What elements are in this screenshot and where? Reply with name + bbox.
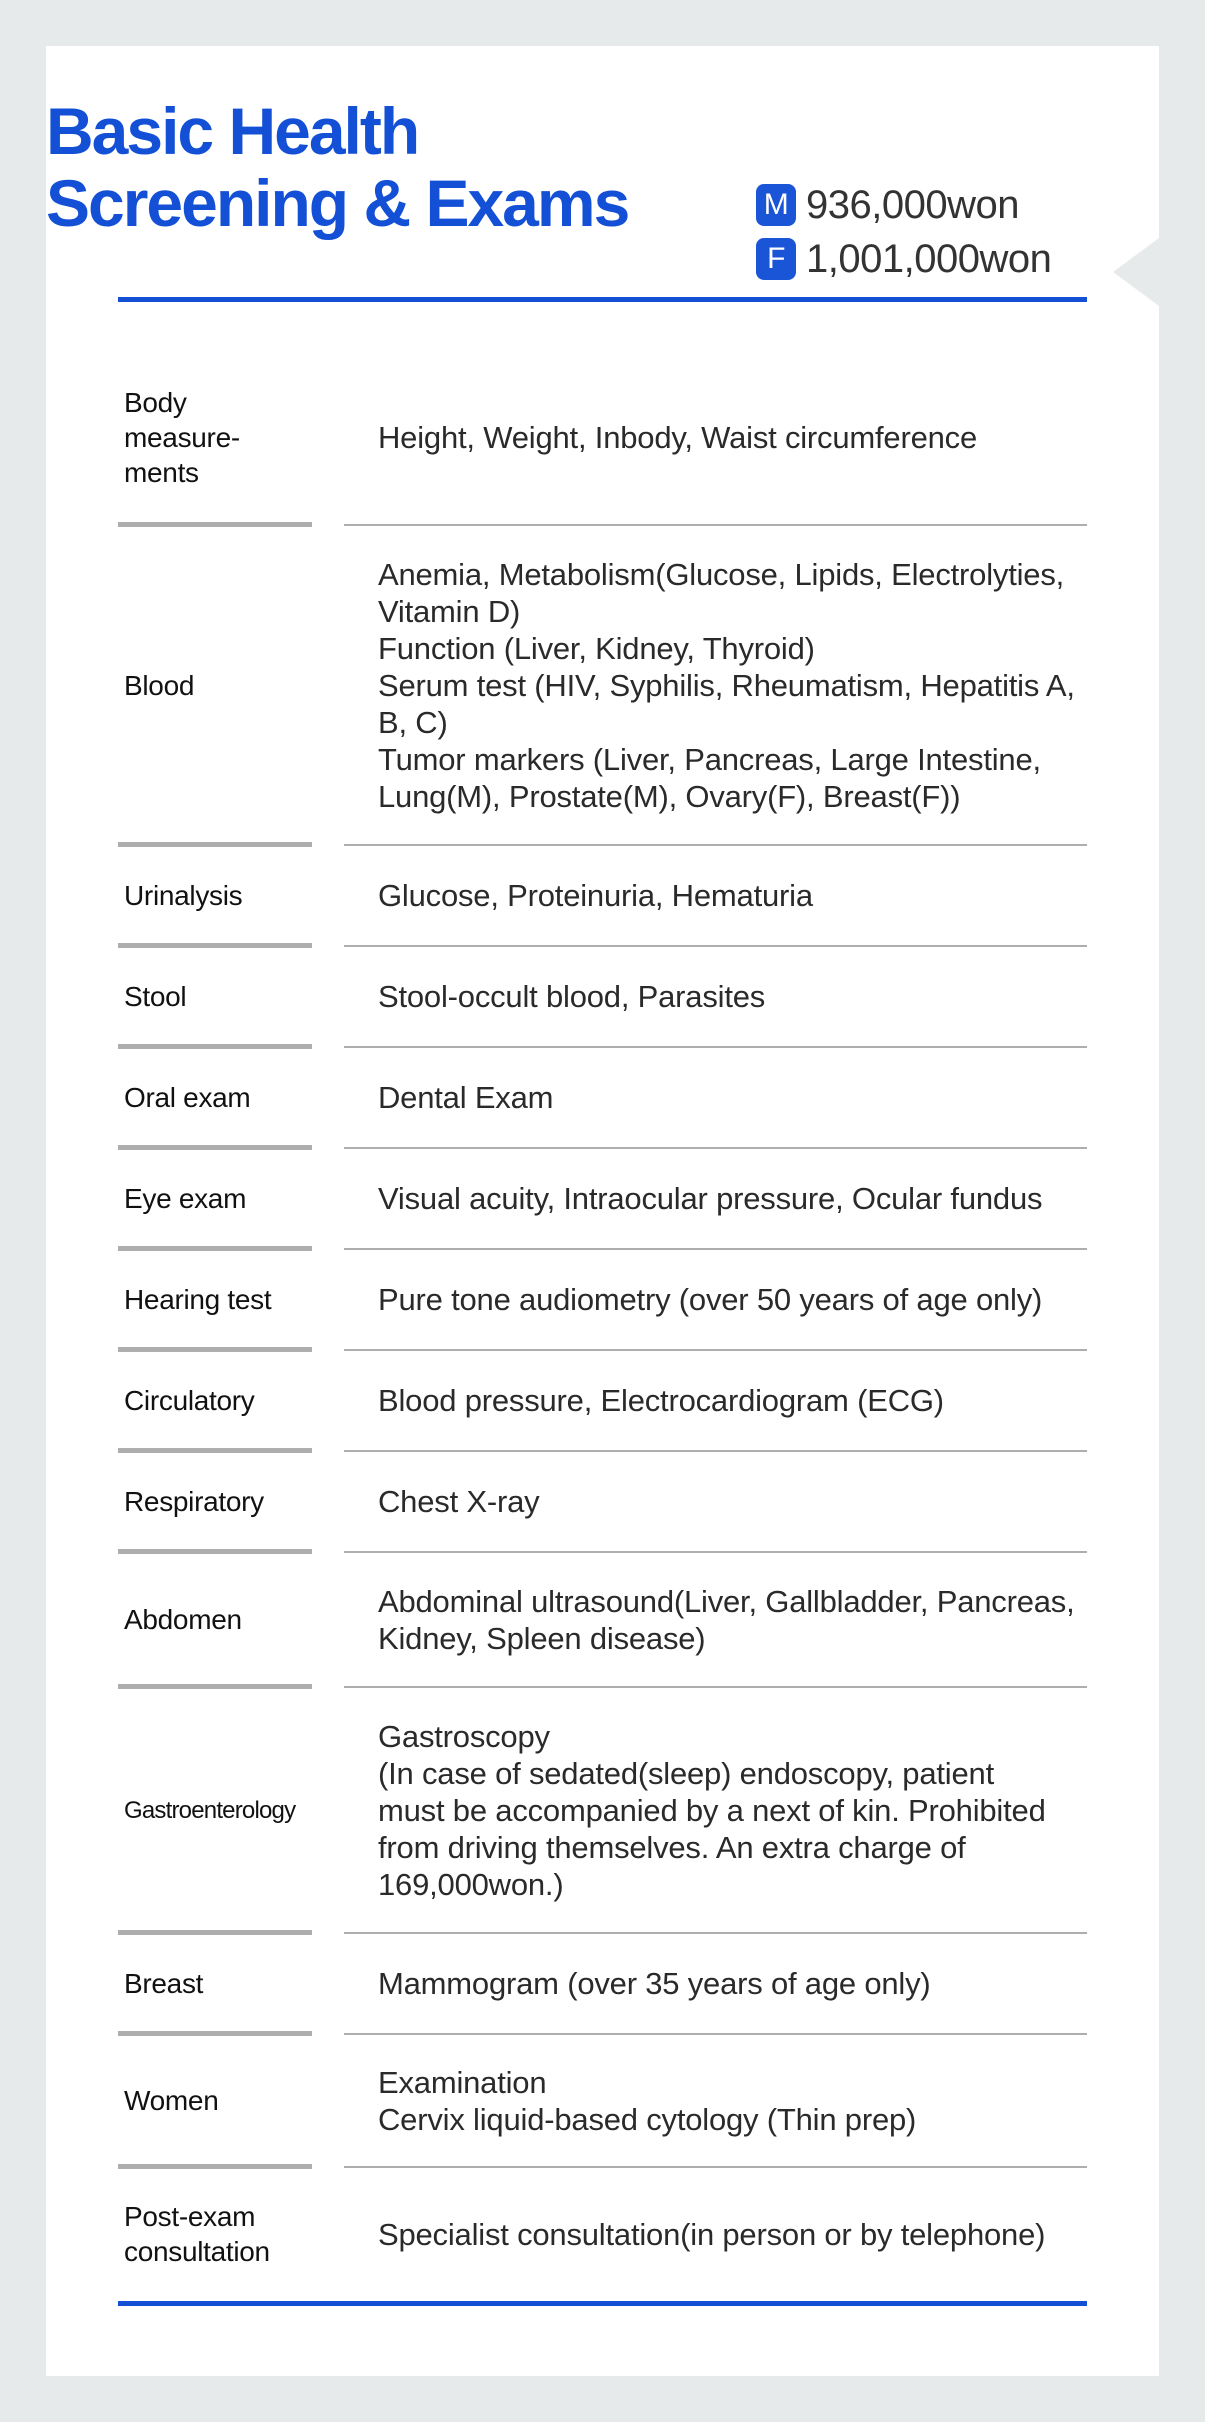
table-row xyxy=(118,1687,1087,1933)
table-row xyxy=(118,525,1087,845)
title-line-1: Basic Health xyxy=(46,94,419,168)
row-label: Urinalysis xyxy=(124,880,243,911)
row-label: Circulatory xyxy=(124,1385,255,1416)
table-row xyxy=(118,1451,1087,1552)
table-row xyxy=(118,946,1087,1047)
table-row xyxy=(118,1047,1087,1148)
row-label: Blood xyxy=(124,669,195,701)
footer-divider xyxy=(118,2301,1087,2306)
row-description: Examination Cervix liquid-based cytology (Thin prep) xyxy=(378,2064,917,2137)
table-row xyxy=(118,1249,1087,1350)
price-female-value: 1,001,000won xyxy=(806,236,1052,281)
row-description: Dental Exam xyxy=(378,1080,554,1115)
row-label: Body measure- ments xyxy=(124,387,240,488)
price-male-value: 936,000won xyxy=(806,182,1019,227)
title-line-2: Screening & Exams xyxy=(46,166,629,240)
table-row xyxy=(118,1552,1087,1687)
row-label: Oral exam xyxy=(124,1082,251,1113)
female-badge: F xyxy=(756,238,796,280)
table-row xyxy=(118,2034,1087,2167)
row-description: Specialist consultation(in person or by telephone) xyxy=(378,2216,1046,2252)
row-description: Gastroscopy (In case of sedated(sleep) endoscopy, patient must be accompanied by a next of kin. Prohibited from driving themselves. An extra charge of 169,000won.) xyxy=(378,1718,1046,1902)
row-description: Anemia, Metabolism(Glucose, Lipids, Electrolyties, Vitamin D) Function (Liver, Kidney, Thyroid) Serum test (HIV, Syphilis, Rheumatism, Hepatitis A, B, C) Tumor markers (Liver, Pancreas, Large Intestine, Lung(M), Prostate(M), Ovary(F), Breast(F)) xyxy=(378,556,1075,814)
row-description: Stool-occult blood, Parasites xyxy=(378,979,766,1014)
row-label: Stool xyxy=(124,981,187,1012)
table-row xyxy=(118,1350,1087,1451)
row-label: Gastroenterology xyxy=(124,1796,296,1824)
table-row xyxy=(118,350,1087,525)
row-label: Abdomen xyxy=(124,1604,242,1635)
row-label: Post-exam consultation xyxy=(124,2201,270,2267)
row-label: Eye exam xyxy=(124,1183,247,1214)
row-label: Breast xyxy=(124,1968,204,1999)
table-row xyxy=(118,1148,1087,1249)
row-label: Hearing test xyxy=(124,1284,272,1315)
table-row xyxy=(118,2167,1087,2301)
row-description: Abdominal ultrasound(Liver, Gallbladder, Pancreas, Kidney, Spleen disease) xyxy=(378,1583,1075,1656)
price-female xyxy=(756,234,1051,284)
row-description: Height, Weight, Inbody, Waist circumference xyxy=(378,420,978,455)
row-description: Glucose, Proteinuria, Hematuria xyxy=(378,878,813,913)
header-divider xyxy=(118,297,1087,302)
row-description: Pure tone audiometry (over 50 years of age only) xyxy=(378,1282,1043,1317)
row-description: Chest X-ray xyxy=(378,1484,540,1519)
page-title xyxy=(46,95,628,239)
price-male xyxy=(756,180,1019,230)
row-label: Respiratory xyxy=(124,1486,264,1517)
row-label: Women xyxy=(124,2085,219,2116)
male-badge: M xyxy=(756,184,796,226)
row-description: Visual acuity, Intraocular pressure, Ocular fundus xyxy=(378,1181,1043,1216)
row-description: Mammogram (over 35 years of age only) xyxy=(378,1966,931,2001)
table-row xyxy=(118,1933,1087,2034)
card-notch xyxy=(1113,238,1159,306)
row-description: Blood pressure, Electrocardiogram (ECG) xyxy=(378,1383,944,1418)
table-row xyxy=(118,845,1087,946)
